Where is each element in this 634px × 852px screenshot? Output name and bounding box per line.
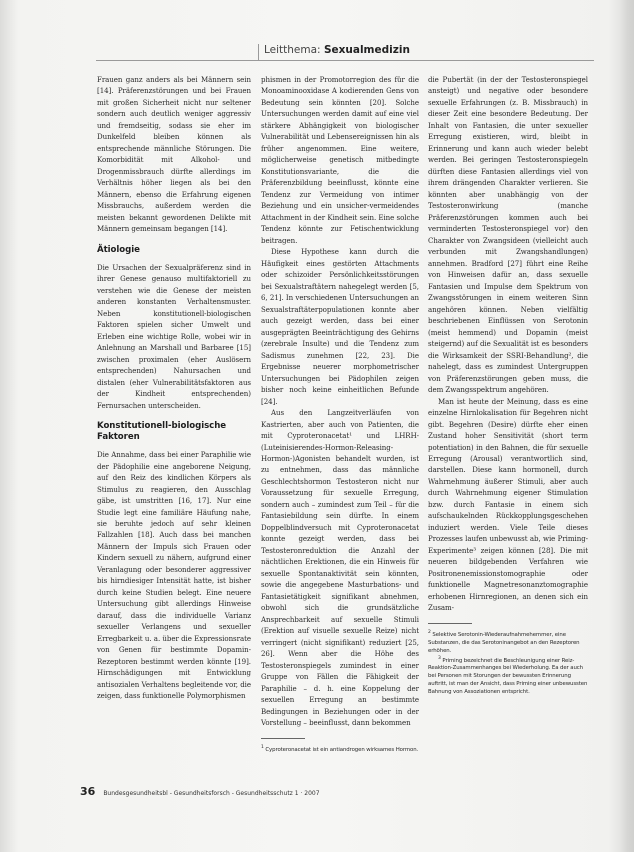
footnote-text: Priming bezeichnet die Beschleunigung einer Reiz-Reaktion-Zusammenhanges bei Wiederholung. Ea der auch bei Personen mit Storungen der bewussten Erinnerung auftritt, ist man der Ansicht, dass Priming einer unbewussten Bahnung von Assoziationen entspricht. (428, 657, 588, 696)
paragraph: Die Annahme, dass bei einer Paraphilie wie der Pädophilie eine angeborene Neigung, auf den Reiz des kindlichen Körpers als Stimulus zu reagieren, den Ausschlag gäbe, ist umstritten [16, 17]. Nur eine Studie legt eine familiäre Häufung nahe, sie beruhte jedoch auf sehr kleinen Fallzahlen [18]. Auch dass bei manchen Männern der Impuls sich Frauen oder Kindern sexuell zu nähern, aufgrund einer Veranlagung oder besonderer aggressiver bis hirndiesiger Intensität hatte, ist bisher durch keine Studien belegt. Eine neuere Untersuchung gibt allerdings Hinweise darauf, dass die individuelle Varianz sexueller Verlangens und sexueller Erregbarkeit u. a. über die Expressionsrate von Genen für bestimmte Dopamin-Rezeptoren bestimmt werden könnte [19]. Hirnschädigungen mit Entwicklung antisozialen Verhaltens begleitende vor, die zeigen, dass funktionelle Polymorphismen (97, 450, 251, 701)
header-rule (96, 60, 594, 61)
footnote-3: $^3$ Priming bezeichnet die Beschleunigung einer Reiz-Reaktion-Zusammenhanges bei Wiederholung. Ea der auch bei Personen mit Storungen der bewussten Erinnerung auftritt, ist man der Ansicht, dass Priming einer unbewussten Bahnung von Assoziationen entspricht. (428, 655, 588, 696)
page-edge-shadow (620, 0, 634, 852)
text-column-middle (261, 74, 419, 753)
paragraph: Diese Hypothese kann durch die Häufigkeit eines gestörten Attachments oder schizoider Persönlichkeitsstörungen bei Sexualstraftätern nahegelegt werden [5, 6, 21]. In verschiedenen Untersuchungen an Sexualstraftäterpopulationen konnte aber auch gezeigt werden, dass bei einer ausgeprägten Beeinträchtigung des Gehirns (zerebrale Insulte) und die Tendenz zum Sadismus zunehmen [22, 23]. Die Ergebnisse neuerer morphometrischer Untersuchungen bei Pädophilen zeigen bisher noch keine einheitlichen Befunde [24]. (261, 247, 419, 406)
paragraph: Man ist heute der Meinung, dass es eine einzelne Hirnlokalisation für Begehren nicht gibt. Begehren (Desire) dürfte eher einen Zustand hoher Sensitivität (short term potentiation) in den Bahnen, die für sexuelle Erregung (Arousal) verantwortlich sind, darstellen. Diese kann hormonell, durch Wahrnehmung äußerer Stimuli, aber auch durch Wahrnehmung eigener Stimulation bzw. durch Fantasie in einem sich aufschaukelnden Rückkopplungsgeschehen induziert werden. Viele Teile dieses Prozesses laufen unbewusst ab, wie Priming-Experimente³ zeigen können [28]. Die mit neueren bildgebenden Verfahren wie Positronenemissionstomographie oder funktionelle Magnetresonanztomographie erhobenen Hirnregionen, an denen sich ein Zusam- (428, 396, 588, 613)
paragraph: phismen in der Promotorregion des für die Monoaminooxidase A kodierenden Gens von Bedeutung sein könnten [20]. Solche Untersuchungen werden damit auf eine viel stärkere Abhängigkeit von biologischer Vulnerabilität und Lebensereignissen hin als früher angenommen. Eine weitere, möglicherweise genetisch mitbedingte Konstitutionsvariante, die die Präferenzbildung beeinflusst, könnte eine Tendenz zur Vermeidung von intimer Beziehung und ein unsicher-vermeidendes Attachment in der Kindheit sein. Eine solche Tendenz könnte zur Fetischentwicklung beitragen. (261, 75, 419, 245)
paragraph: Die Ursachen der Sexualpräferenz sind in ihrer Genese genauso multifaktoriell zu verstehen wie die Genese der meisten anderen konstanten Verhaltensmuster. Neben konstitutionell-biologischen Faktoren spielen sicher Umwelt und Erleben eine wichtige Rolle, wobei wir in Anlehnung an Marshall und Barbaree [15] zwischen proximalen (eher Auslösern entsprechenden) Nahursachen und distalen (eher Vulnerabilitätsfaktoren aus der Kindheit entsprechenden) Fernursachen unterscheiden. (97, 262, 251, 410)
footnote-2: $^2$ Selektive Serotonin-Wiederaufnahmehemmer, eine Substanzen, die das Serotoninangebot an den Rezeptoren erhöhen. (428, 629, 580, 654)
paragraph: die Pubertät (in der der Testosteronspiegel ansteigt) und negative oder besondere sexuelle Erfahrungen (z. B. Missbrauch) in dieser Zeit eine besondere Bedeutung. Der Inhalt von Fantasien, die unter sexueller Erregung existieren, wird, bleibt in Erinnerung und kann auch wieder belebt werden. Bei geringen Testosteronspiegeln dürften diese Fantasien allerdings viel von ihrem drängenden Charakter verlieren. Sie könnten aber unabhängig von der Testosteronwirkung (manche Präferenzstörungen kommen auch bei verminderten Testosteronspiegel vor) den Charakter von Zwangsideen (vielleicht auch verbunden mit Zwangshandlungen) annehmen. Bradford [27] führt eine Reihe von Hinweisen dafür an, dass sexuelle Fantasien und Impulse dem Spektrum von Zwangsstörungen in einem weiteren Sinn angehören können. Neben vielfältig beschriebenen Einflüssen von Serotonin (meist hemmend) und Dopamin (meist steigernd) auf die Sexualität ist es besonders die Wirksamkeit der SSRI-Behandlung², die nahelegt, dass es zumindest Untergruppen von Präferenzstörungen geben muss, die dem Zwangsspektrum angehören. (428, 75, 588, 395)
footnote-1: $^1$ Cyproteronacetat ist ein antiandrogen wirksames Hormon. (261, 744, 419, 753)
header-label: Leitthema: (264, 44, 321, 56)
footnote-rule (428, 623, 472, 624)
page-number: 36 (80, 785, 96, 798)
footnote-rule (261, 738, 305, 739)
footnote-text: Cyproteronacetat ist ein antiandrogen wirksames Hormon. (265, 746, 419, 753)
section-heading-konstitutionell: Konstitutionell-biologische Faktoren (97, 421, 227, 443)
journal-citation: Bundesgesundheitsbl - Gesundheitsforsch - Gesundheitsschutz 1 · 2007 (103, 790, 320, 797)
running-header (264, 44, 410, 56)
text-column-left (97, 74, 251, 702)
section-heading-aetiologie: Ätiologie (97, 244, 140, 255)
text-column-right (428, 74, 588, 696)
header-tick-mark (258, 44, 259, 60)
page-footer (80, 785, 320, 798)
paragraph: Aus den Langzeitverläufen von Kastrierten, aber auch von Patienten, die mit Cyproteronacetat¹ und LHRH-(Luteinisierendes-Hormon-Releasing-Hormon-)Agonisten behandelt wurden, ist zu entnehmen, dass das männliche Geschlechtshormon Testosteron nicht nur Voraussetzung für sexuelle Erregung, sondern auch – zumindest zum Teil – für die Fantasiebildung sein dürfte. In einem Doppelblindversuch mit Cyproteronacetat konnte gezeigt werden, dass bei Testosteronreduktion die Anzahl der nächtlichen Erektionen, die ein Hinweis für sexuelle Spontanaktivität sein könnten, sowie die angegebene Masturbations- und Fantasietätigkeit signifikant abnehmen, obwohl sich die grundsätzliche Ansprechbarkeit auf sexuelle Stimuli (Erektion auf visuelle sexuelle Reize) nicht verringert (nicht signifikant) reduziert [25, 26]. Wenn aber die Höhe des Testosteronspiegels zumindest in einer Gruppe von Fällen die Fähigkeit der Paraphilie – d. h. eine Koppelung der sexuellen Erregung an bestimmte Bedingungen in Beziehungen oder in der Vorstellung – beeinflusst, dann bekommen (261, 408, 419, 728)
header-subject: Sexualmedizin (323, 44, 410, 56)
paragraph: Frauen ganz anders als bei Männern sein [14]. Präferenzstörungen und bei Frauen mit großen Sicherheit nicht nur seltener sondern auch deutlich weniger aggressiv und fremdseitig, sodass sie eher im Dunkelfeld bleiben können als entsprechende männliche Störungen. Die Komorbidität mit Alkohol- und Drogenmissbrauch dürfte allerdings im Verhältnis höher liegen als bei den Männern, ebenso die Erfahrung eigenen Missbrauchs, außerdem werden die meisten bekannt gewordenen Delikte mit Männern gemeinsam begangen [14]. (97, 75, 251, 234)
footnote-text: Selektive Serotonin-Wiederaufnahmehemmer, eine Substanzen, die das Serotoninangebot an den Rezeptoren erhöhen. (428, 631, 580, 654)
